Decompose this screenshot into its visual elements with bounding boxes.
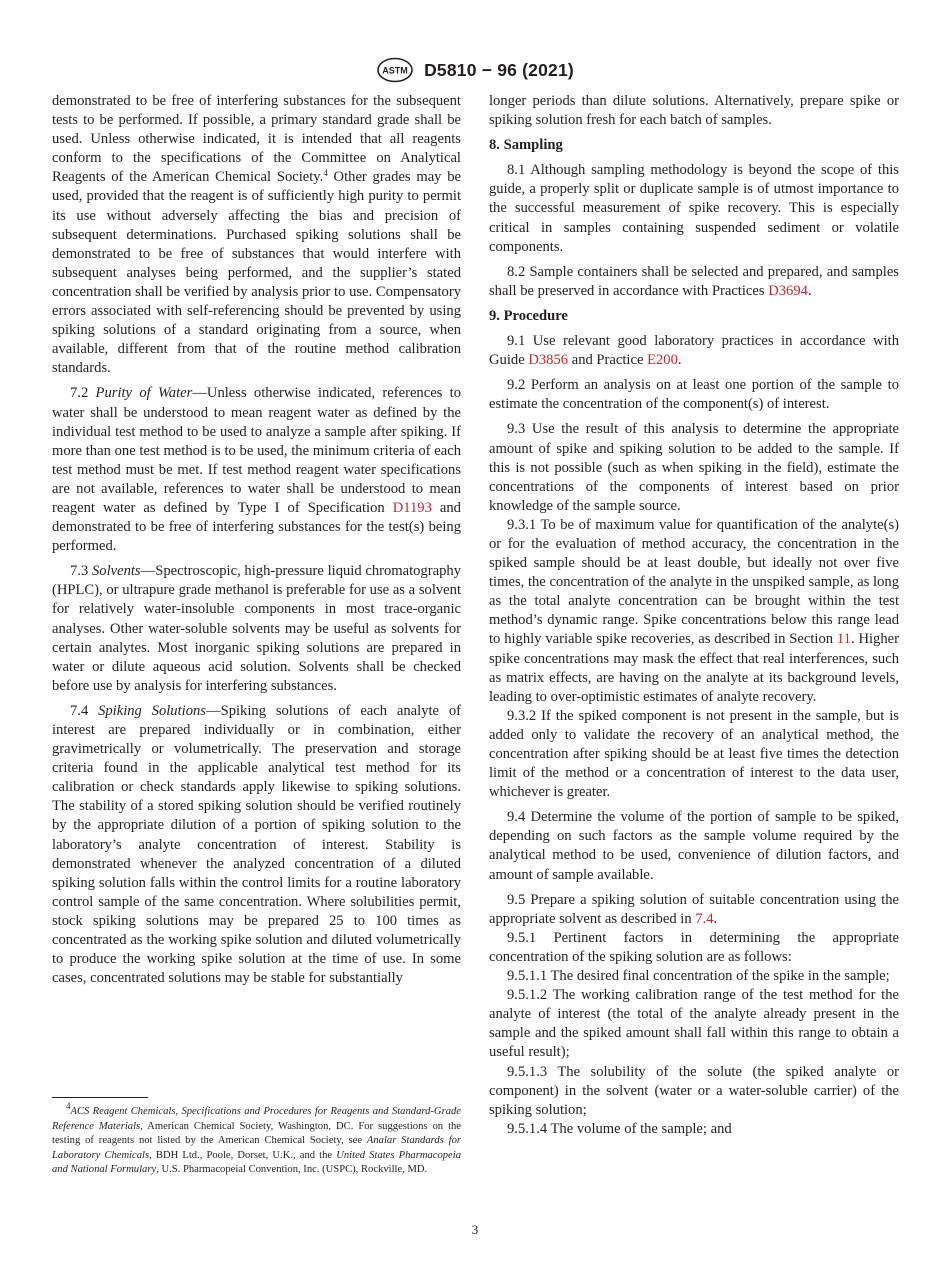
section-8-heading: 8. Sampling <box>489 137 563 154</box>
paragraph-9-2: 9.2 Perform an analysis on at least one portion of the sample to estimate the concentration of the component(s) of interest. <box>489 377 899 413</box>
paragraph-7-4-continued: longer periods than dilute solutions. Alternatively, prepare spike or spiking solution fresh for each batch of samples. <box>489 93 899 129</box>
paragraph-9-4: 9.4 Determine the volume of the portion of sample to be spiked, depending on such factors as the sample volume required by the analytical method to be used, convenience of dilution factors, and amount of sample available. <box>489 809 899 883</box>
link-d3694[interactable]: D3694 <box>768 282 808 299</box>
link-e200[interactable]: E200 <box>647 352 678 369</box>
footnote-ref-4[interactable]: 4 <box>323 168 328 179</box>
astm-logo-icon <box>376 57 414 83</box>
link-section-11[interactable]: 11 <box>836 631 851 648</box>
left-column <box>52 92 461 994</box>
paragraph-9-5-1-4: 9.5.1.4 The volume of the sample; and <box>507 1120 732 1137</box>
footnote-divider <box>52 1097 148 1098</box>
page-header <box>0 57 950 83</box>
paragraph-9-5-1-2: 9.5.1.2 The working calibration range of the test method for the analyte of interest (the total of the analyte already present in the sample and the spiked amount shall fall within this range to obtain a useful result); <box>489 987 899 1061</box>
paragraph-9-5-1: 9.5.1 Pertinent factors in determining the appropriate concentration of the spiking solution are as follows: <box>489 929 899 965</box>
paragraph-9-5-1-3: 9.5.1.3 The solubility of the solute (the spiked analyte or component) in the solvent (water or a water-soluble carrier) of the spiking solution; <box>489 1063 899 1118</box>
paragraph-7-4: 7.4 Spiking Solutions—Spiking solutions of each analyte of interest are prepared individually or in combination, either gravimetrically or volumetrically. The preservation and storage criteria found in the applicable analytical test method for its calibration or check standards apply likewise to spiking solutions. The stability of a stored spiking solution should be verified routinely by the appropriate dilution of a portion of spiking solution to the laboratory’s analyte concentration of interest. Stability is demonstrated whenever the analyzed concentration of a diluted spiking solution falls within the control limits for a routine laboratory control sample of the same concentration. Where solubilities permit, stock spiking solutions may be prepared 25 to 100 times as concentrated as the working spike solution and diluted volumetrically to produce the working spike solution at the time of use. In some cases, concentrated solutions may be stable for substantially <box>52 702 461 987</box>
paragraph-8-1: 8.1 Although sampling methodology is beyond the scope of this guide, a properly split or duplicate sample is of utmost importance to the successful measurement of spike recovery. This is especially critical in samples containing suspended sediment or volatile components. <box>489 162 899 255</box>
page-number: 3 <box>471 1222 479 1237</box>
section-9-heading: 9. Procedure <box>489 307 568 324</box>
paragraph-9-1: 9.1 Use relevant good laboratory practices in accordance with Guide D3856 and Practice E200. <box>489 333 899 369</box>
right-column <box>489 92 899 1139</box>
document-designation: D5810 − 96 (2021) <box>424 59 574 80</box>
link-d3856[interactable]: D3856 <box>528 352 569 369</box>
paragraph-9-3: 9.3 Use the result of this analysis to determine the appropriate amount of spike and spiking solution to be added to the sample. If this is not possible (such as when spiking in the field), estimate the concentrations of the components of interest based on prior knowledge of the sample source. <box>489 421 899 514</box>
paragraph-9-5: 9.5 Prepare a spiking solution of suitable concentration using the appropriate solvent as described in 7.4. <box>489 891 899 927</box>
link-d1193[interactable]: D1193 <box>392 499 432 516</box>
paragraph-9-3-2: 9.3.2 If the spiked component is not present in the sample, but is added only to validate the recovery of an analytical method, the concentration after spiking should be at least five times the detection limit of the method or a concentration of interest to the data user, whichever is greater. <box>489 707 899 801</box>
logo-text: ASTM <box>382 65 408 76</box>
footnote-4: $^4$ACS Reagent Chemicals, Specifications and Procedures for Reagents and Standard-Grade Reference Materials, American Chemical Society, Washington, DC. For suggestions on the testing of reagents not listed by the American Chemical Society, see Analar Standards for Laboratory Chemicals, BDH Ltd., Poole, Dorset, U.K., and the United States Pharmacopeia and National Formulary, U.S. Pharmacopeial Convention, Inc. (USPC), Rockville, MD. <box>52 1101 462 1176</box>
paragraph-8-2: 8.2 Sample containers shall be selected and prepared, and samples shall be preserved in accordance with Practices D3694. <box>489 263 899 299</box>
paragraph-9-5-1-1: 9.5.1.1 The desired final concentration of the spike in the sample; <box>507 968 890 985</box>
paragraph-7-1-continued: demonstrated to be free of interfering substances for the subsequent tests to be performed. If possible, a primary standard grade shall be used. Unless otherwise indicated, it is intended that all reagents conform to the specifications of the Committee on Analytical Reagents of the American Chemical Society.$^4$ Other grades may be used, provided that the reagent is of sufficiently high purity to permit its use without adversely affecting the bias and precision of subsequent determinations. Purchased spiking solutions shall be demonstrated to be free of substances that would interfere with subsequent analyses being performed, and the supplier’s stated concentration shall be verified by analysis prior to use. Compensatory errors associated with self-referencing should be prevented by using spiking solutions of a standard originating from a source, when available, different from that of the routine method calibration standards. <box>52 93 461 377</box>
paragraph-7-2: 7.2 Purity of Water—Unless otherwise indicated, references to water shall be understood to mean reagent water as defined by the individual test method to be used to analyze a sample after spiking. If more than one test method is to be used, the minimum criteria of each test method must be met. If test method reagent water specifications are not available, references to water shall be understood to mean reagent water as defined by Type I of Specification D1193 and demonstrated to be free of interfering substances for the test(s) being performed. <box>52 385 461 555</box>
link-7-4[interactable]: 7.4 <box>695 910 714 927</box>
paragraph-9-3-1: 9.3.1 To be of maximum value for quantification of the analyte(s) or for the evaluation of method accuracy, the concentration in the spiked sample should be at least double, but ideally not over five times, the concentration of the analyte in the unspiked sample, as long as the total analyte concentration can be brought within the test method’s dynamic range. Spike concentrations below this range lead to highly variable spike recoveries, as described in Section 11. Higher spike concentrations may mask the effect that real interferences, such as matrix effects, are having on the analyte at its background levels, leading to over-optimistic estimates of analyte recovery. <box>489 516 899 705</box>
paragraph-7-3: 7.3 Solvents—Spectroscopic, high-pressure liquid chromatography (HPLC), or ultrapure grade methanol is preferable for use as a solvent for relatively water-insoluble components in most trace-organic analyses. Other water-soluble solvents may be useful as solvents for certain analytes. Most inorganic spiking solutions are prepared in water or dilute aqueous acid solution. Solvents shall be checked before use by analysis for interfering substances. <box>52 563 462 694</box>
